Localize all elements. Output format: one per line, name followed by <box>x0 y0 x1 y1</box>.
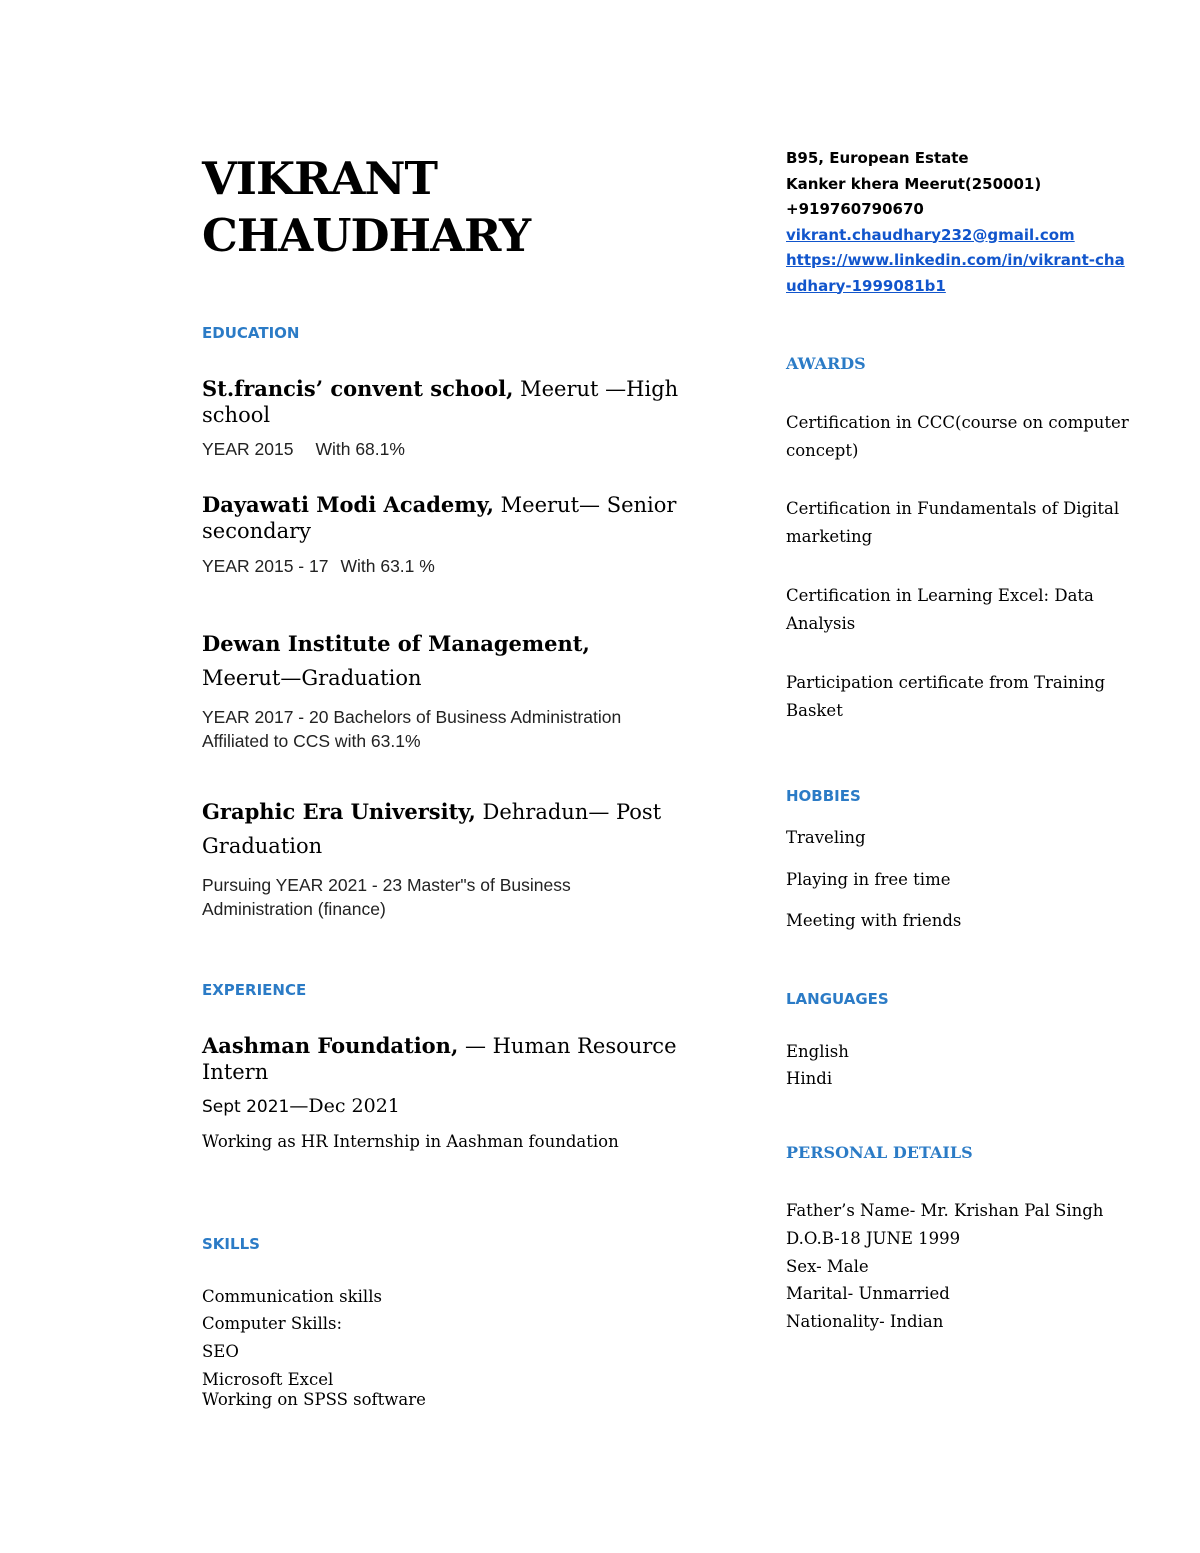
education-entry-title <box>202 492 682 544</box>
language-item: English <box>786 1042 849 1061</box>
education-meta <box>202 705 621 753</box>
education-score: Administration (finance) <box>202 899 386 919</box>
education-entry-title <box>202 627 682 695</box>
personal-detail-item: Marital- Unmarried <box>786 1284 950 1303</box>
name-first: VIKRANT <box>202 152 438 205</box>
personal-detail-item: Sex- Male <box>786 1257 869 1276</box>
email-link[interactable]: vikrant.chaudhary232@gmail.com <box>786 225 1075 244</box>
experience-start: Sept 2021 <box>202 1097 290 1117</box>
linkedin-link-part-2[interactable]: udhary-1999081b1 <box>786 276 946 295</box>
experience-description: Working as HR Internship in Aashman foundation <box>202 1132 619 1151</box>
phone-number: +919760790670 <box>786 200 924 218</box>
education-heading: EDUCATION <box>202 324 300 342</box>
hobby-item: Meeting with friends <box>786 911 962 930</box>
candidate-name <box>202 150 530 264</box>
experience-dates <box>202 1095 400 1117</box>
skills-heading: SKILLS <box>202 1235 260 1253</box>
education-meta <box>202 554 435 578</box>
education-score: With 68.1% <box>315 439 405 459</box>
contact-block <box>786 146 1125 299</box>
address-line-1: B95, European Estate <box>786 149 969 167</box>
personal-detail-item: Father’s Name- Mr. Krishan Pal Singh <box>786 1201 1104 1220</box>
education-score: Affiliated to CCS with 63.1% <box>202 731 421 751</box>
education-org: Dayawati Modi Academy, <box>202 492 494 517</box>
education-meta <box>202 873 571 921</box>
skills-item: Computer Skills: <box>202 1314 343 1333</box>
education-score: With 63.1 % <box>340 556 435 576</box>
education-location: Meerut —High school <box>202 377 679 427</box>
personal-details-heading: PERSONAL DETAILS <box>786 1143 973 1162</box>
education-entry-title <box>202 376 682 428</box>
linkedin-link-part-1[interactable]: https://www.linkedin.com/in/vikrant-cha <box>786 251 1125 269</box>
personal-detail-item: Nationality- Indian <box>786 1312 944 1331</box>
personal-detail-item: D.O.B-18 JUNE 1999 <box>786 1229 961 1248</box>
language-item: Hindi <box>786 1069 833 1088</box>
skills-item: SEO <box>202 1342 239 1361</box>
education-year: Pursuing YEAR 2021 - 23 Master"s of Business <box>202 875 571 895</box>
hobby-item: Playing in free time <box>786 870 951 889</box>
education-org: Dewan Institute of Management, <box>202 631 590 656</box>
award-item: Participation certificate from Training Basket <box>786 673 1106 720</box>
award-item: Certification in Fundamentals of Digital marketing <box>786 499 1120 546</box>
experience-role: — Human Resource Intern <box>202 1034 677 1084</box>
education-org: St.francis’ convent school, <box>202 376 514 401</box>
education-org: Graphic Era University, <box>202 799 476 824</box>
hobby-item: Traveling <box>786 828 866 847</box>
experience-end: —Dec 2021 <box>289 1095 400 1117</box>
name-last: CHAUDHARY <box>202 209 531 262</box>
skills-item: Microsoft Excel <box>202 1370 334 1389</box>
education-year: YEAR 2015 <box>202 439 294 459</box>
education-location: Meerut—Graduation <box>202 666 422 690</box>
languages-heading: LANGUAGES <box>786 990 889 1008</box>
education-meta <box>202 437 405 461</box>
award-item: Certification in Learning Excel: Data Analysis <box>786 586 1094 633</box>
skills-item: Communication skills <box>202 1287 382 1306</box>
education-location: Dehradun— Post Graduation <box>202 800 662 858</box>
education-entry-title <box>202 795 682 863</box>
awards-heading: AWARDS <box>786 354 866 373</box>
hobbies-heading: HOBBIES <box>786 787 861 805</box>
experience-title <box>202 1033 682 1085</box>
education-year: YEAR 2015 - 17 <box>202 556 329 576</box>
address-line-2: Kanker khera Meerut(250001) <box>786 174 1042 193</box>
experience-org: Aashman Foundation, <box>202 1033 459 1058</box>
education-year: YEAR 2017 - 20 Bachelors of Business Administration <box>202 707 622 727</box>
award-item: Certification in CCC(course on computer concept) <box>786 413 1129 460</box>
skills-item: Working on SPSS software <box>202 1390 426 1409</box>
experience-heading: EXPERIENCE <box>202 981 307 999</box>
education-location: Meerut— Senior secondary <box>202 493 677 543</box>
